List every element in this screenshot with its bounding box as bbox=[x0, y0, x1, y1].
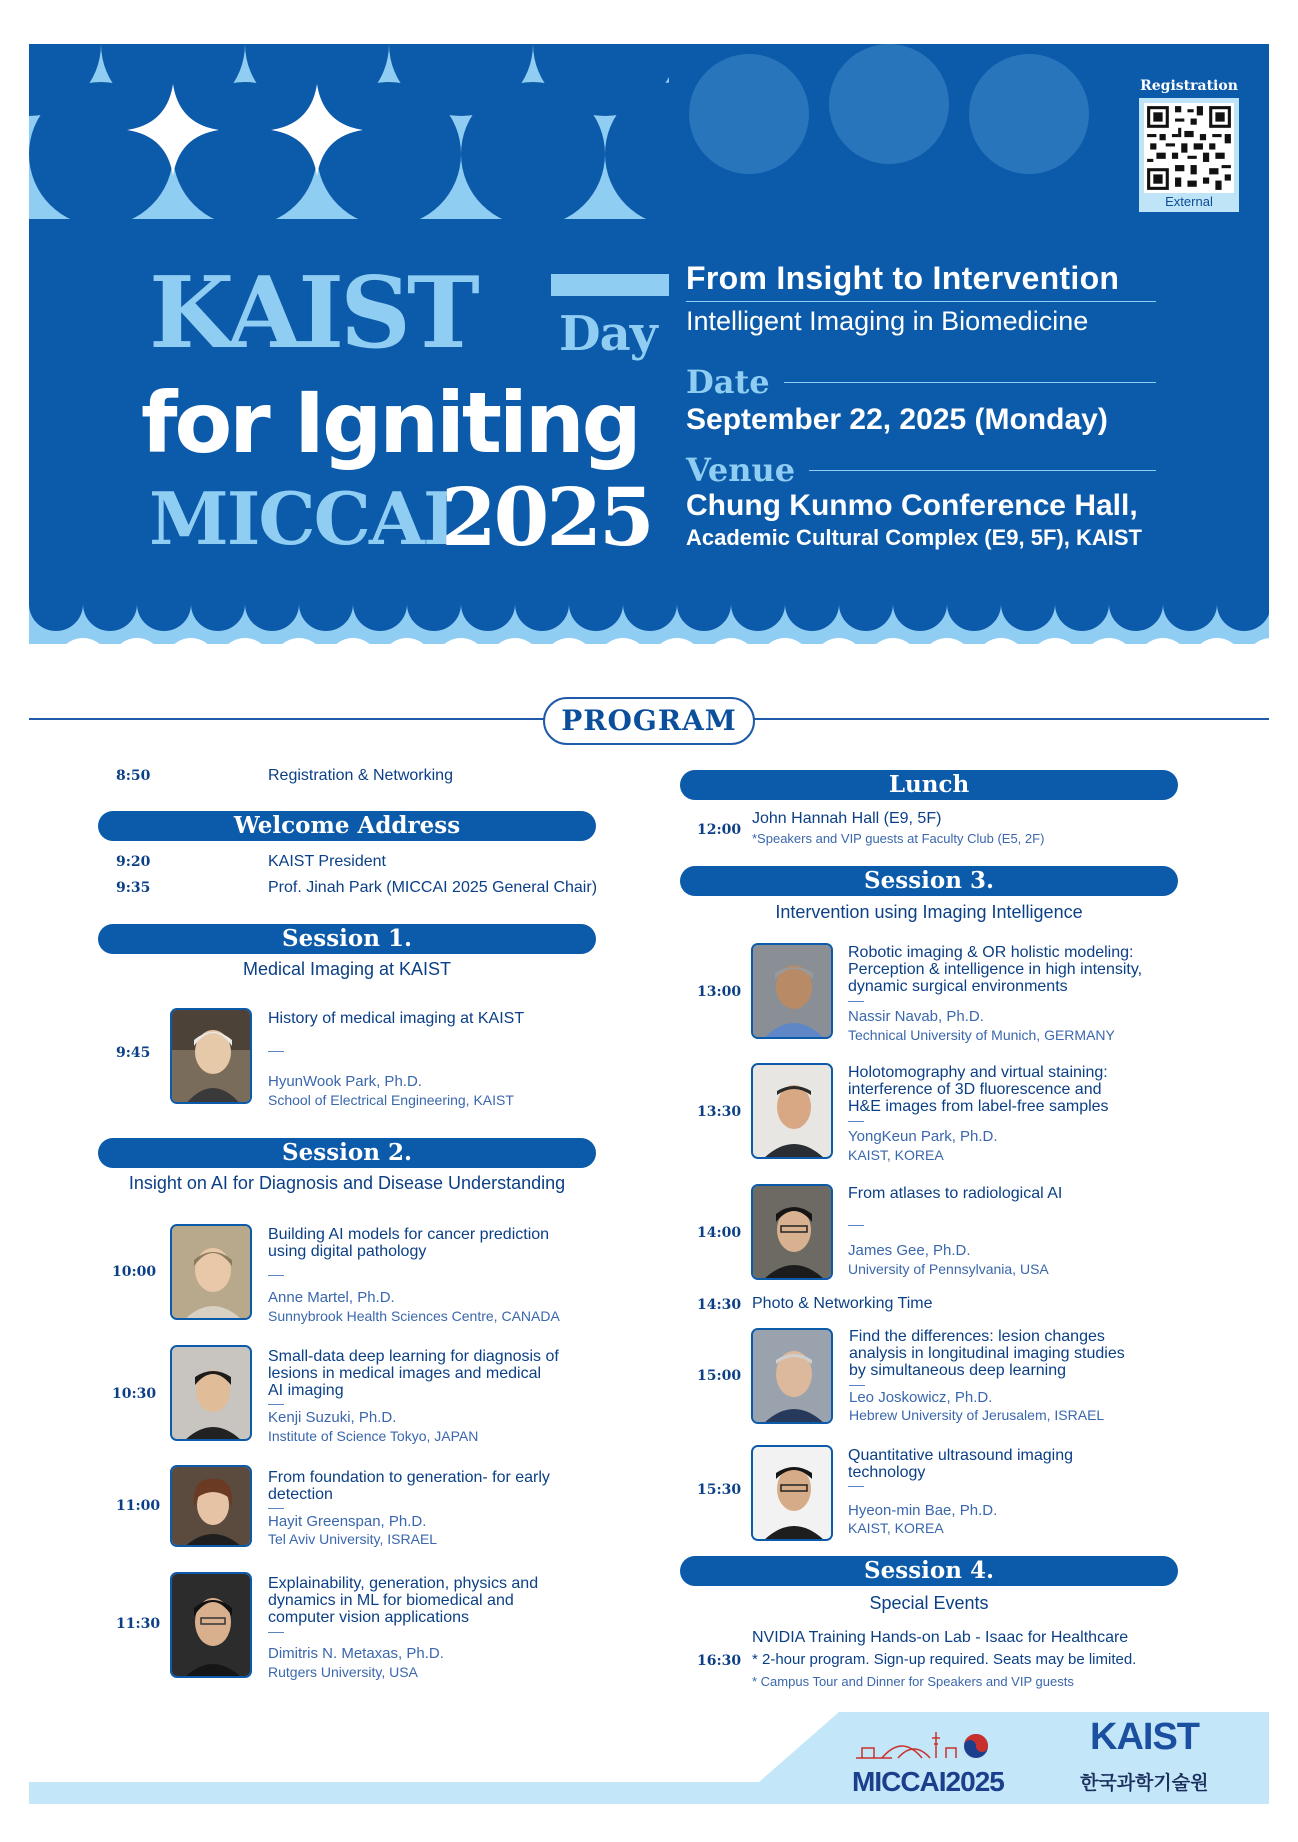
speaker-affiliation: Hebrew University of Jerusalem, ISRAEL bbox=[849, 1407, 1105, 1423]
miccai-skyline-icon bbox=[852, 1718, 1002, 1766]
time-label: 16:30 bbox=[697, 1653, 742, 1669]
time-label: 9:45 bbox=[116, 1045, 151, 1061]
session-4-event: NVIDIA Training Hands-on Lab - Isaac for Healthcare bbox=[752, 1629, 1129, 1646]
talk-title: computer vision applications bbox=[268, 1609, 469, 1626]
speaker-affiliation: Sunnybrook Health Sciences Centre, CANADA bbox=[268, 1308, 560, 1324]
speaker-name: Leo Joskowicz, Ph.D. bbox=[849, 1389, 993, 1406]
speaker-name: Nassir Navab, Ph.D. bbox=[848, 1008, 984, 1025]
speaker-photo-icon bbox=[753, 1330, 833, 1424]
talk-title: Building AI models for cancer prediction bbox=[268, 1226, 550, 1243]
talk-title: History of medical imaging at KAIST bbox=[268, 1010, 525, 1027]
venue-line-1: Chung Kunmo Conference Hall, bbox=[686, 489, 1138, 522]
speaker-photo-icon bbox=[172, 1010, 252, 1104]
dash bbox=[268, 1051, 284, 1052]
dash bbox=[268, 1508, 284, 1509]
subtitle-main: From Insight to Intervention bbox=[686, 260, 1120, 296]
lunch-note: *Speakers and VIP guests at Faculty Club (E5, 2F) bbox=[752, 831, 1045, 846]
time-label: 14:30 bbox=[697, 1297, 742, 1313]
speaker-photo bbox=[170, 1465, 252, 1547]
speaker-photo-icon bbox=[172, 1574, 252, 1678]
lunch-location: John Hannah Hall (E9, 5F) bbox=[752, 810, 942, 827]
miccai-logo bbox=[852, 1718, 1002, 1798]
speaker-photo-icon bbox=[753, 1447, 833, 1541]
registration-qr[interactable] bbox=[1119, 78, 1259, 212]
session-4-subtitle: Special Events bbox=[869, 1593, 989, 1613]
speaker-photo bbox=[170, 1008, 252, 1104]
qr-code-icon[interactable] bbox=[1144, 103, 1234, 193]
speaker-photo bbox=[751, 943, 833, 1039]
miccai-logo-text: MICCAI2025 bbox=[852, 1766, 1004, 1797]
dash bbox=[848, 1225, 864, 1226]
header-banner bbox=[29, 44, 1269, 684]
subtitle-rule bbox=[686, 301, 1156, 302]
talk-title: by simultaneous deep learning bbox=[849, 1362, 1067, 1379]
speaker-affiliation: KAIST, KOREA bbox=[848, 1147, 944, 1163]
speaker-photo bbox=[751, 1328, 833, 1424]
talk-title: Explainability, generation, physics and bbox=[268, 1575, 539, 1592]
welcome-address-header: Welcome Address bbox=[98, 811, 596, 841]
dash bbox=[848, 1121, 864, 1122]
talk-title: Small-data deep learning for diagnosis of bbox=[268, 1348, 559, 1365]
speaker-photo bbox=[751, 1063, 833, 1159]
date-label-row bbox=[686, 363, 1156, 401]
registration-text: Registration & Networking bbox=[268, 767, 453, 784]
lunch-header: Lunch bbox=[680, 770, 1178, 800]
title-kaist: KAIST bbox=[149, 256, 476, 371]
qr-title: Registration bbox=[1140, 78, 1238, 94]
speaker-photo-icon bbox=[753, 1065, 833, 1159]
time-label: 11:30 bbox=[116, 1616, 161, 1632]
speaker-affiliation: School of Electrical Engineering, KAIST bbox=[268, 1092, 514, 1108]
speaker-photo bbox=[170, 1345, 252, 1441]
dash bbox=[848, 1486, 864, 1487]
talk-title: technology bbox=[848, 1464, 926, 1481]
speaker-affiliation: Institute of Science Tokyo, JAPAN bbox=[268, 1428, 479, 1444]
speaker-photo-icon bbox=[172, 1347, 252, 1441]
time-label: 15:30 bbox=[697, 1482, 742, 1498]
talk-title: From atlases to radiological AI bbox=[848, 1185, 1063, 1202]
speaker-affiliation: KAIST, KOREA bbox=[848, 1520, 944, 1536]
welcome-item: Prof. Jinah Park (MICCAI 2025 General Chair) bbox=[268, 879, 598, 896]
qr-code-box[interactable] bbox=[1139, 98, 1239, 212]
title-day: Day bbox=[559, 306, 657, 362]
talk-title: Robotic imaging & OR holistic modeling: bbox=[848, 944, 1134, 961]
title-miccai: MICCAI bbox=[149, 476, 455, 561]
date-rule bbox=[784, 382, 1156, 383]
venue-label: Venue bbox=[686, 451, 796, 489]
talk-title: H&E images from label-free samples bbox=[848, 1098, 1109, 1115]
speaker-name: James Gee, Ph.D. bbox=[848, 1242, 971, 1259]
time-label: 9:20 bbox=[116, 854, 151, 870]
dash bbox=[268, 1275, 284, 1276]
talk-title: dynamic surgical environments bbox=[848, 978, 1068, 995]
speaker-photo-icon bbox=[172, 1467, 252, 1547]
speaker-affiliation: Technical University of Munich, GERMANY bbox=[848, 1027, 1115, 1043]
break-text: Photo & Networking Time bbox=[752, 1295, 933, 1312]
session-4-header: Session 4. bbox=[680, 1556, 1178, 1586]
talk-title: lesions in medical images and medical bbox=[268, 1365, 542, 1382]
dash bbox=[848, 1001, 864, 1002]
session-3-header: Session 3. bbox=[680, 866, 1178, 896]
kaist-logo: KAIST bbox=[1090, 1716, 1199, 1758]
time-label: 15:00 bbox=[697, 1368, 742, 1384]
qr-caption: External bbox=[1165, 194, 1213, 209]
speaker-photo-icon bbox=[753, 1186, 833, 1280]
speaker-name: Hyeon-min Bae, Ph.D. bbox=[848, 1502, 998, 1519]
title-igniting: for Igniting bbox=[141, 374, 639, 472]
date-label: Date bbox=[686, 363, 770, 401]
date-value: September 22, 2025 (Monday) bbox=[686, 403, 1108, 436]
dash bbox=[268, 1632, 284, 1633]
speaker-photo-icon bbox=[172, 1226, 252, 1320]
talk-title: using digital pathology bbox=[268, 1243, 427, 1260]
dash bbox=[849, 1385, 865, 1386]
title-day-bar bbox=[551, 274, 669, 296]
speaker-affiliation: Rutgers University, USA bbox=[268, 1664, 418, 1680]
welcome-item: KAIST President bbox=[268, 853, 386, 870]
subtitle-secondary: Intelligent Imaging in Biomedicine bbox=[686, 306, 1089, 336]
time-label: 10:00 bbox=[112, 1264, 157, 1280]
time-label: 12:00 bbox=[697, 822, 742, 838]
time-label: 11:00 bbox=[116, 1498, 161, 1514]
session-3-subtitle: Intervention using Imaging Intelligence bbox=[775, 902, 1083, 922]
speaker-affiliation: Tel Aviv University, ISRAEL bbox=[268, 1531, 438, 1547]
time-label: 13:00 bbox=[697, 984, 742, 1000]
speaker-name: Kenji Suzuki, Ph.D. bbox=[268, 1409, 397, 1426]
speaker-name: HyunWook Park, Ph.D. bbox=[268, 1073, 422, 1090]
speaker-photo bbox=[751, 1445, 833, 1541]
talk-title: analysis in longitudinal imaging studies bbox=[849, 1345, 1125, 1362]
time-label: 9:35 bbox=[116, 880, 151, 896]
talk-title: Quantitative ultrasound imaging bbox=[848, 1447, 1074, 1464]
session-2-header: Session 2. bbox=[98, 1138, 596, 1168]
program-heading: PROGRAM bbox=[543, 697, 755, 745]
talk-title: AI imaging bbox=[268, 1382, 344, 1399]
talk-title: From foundation to generation- for early bbox=[268, 1469, 550, 1486]
speaker-affiliation: University of Pennsylvania, USA bbox=[848, 1261, 1049, 1277]
speaker-photo bbox=[170, 1572, 252, 1678]
time-label: 8:50 bbox=[116, 768, 151, 784]
speaker-name: Dimitris N. Metaxas, Ph.D. bbox=[268, 1645, 444, 1662]
speaker-name: YongKeun Park, Ph.D. bbox=[848, 1128, 998, 1145]
session-2-subtitle: Insight on AI for Diagnosis and Disease Understanding bbox=[128, 1173, 566, 1193]
session-4-tour-note: * Campus Tour and Dinner for Speakers and VIP guests bbox=[752, 1674, 1074, 1689]
event-info bbox=[686, 260, 1156, 551]
session-1-header: Session 1. bbox=[98, 924, 596, 954]
time-label: 14:00 bbox=[697, 1225, 742, 1241]
venue-label-row bbox=[686, 451, 1156, 489]
talk-title: dynamics in ML for biomedical and bbox=[268, 1592, 514, 1609]
time-label: 13:30 bbox=[697, 1104, 742, 1120]
talk-title: interference of 3D fluorescence and bbox=[848, 1081, 1102, 1098]
dash bbox=[268, 1404, 284, 1405]
title-year: 2025 bbox=[441, 470, 652, 564]
speaker-name: Anne Martel, Ph.D. bbox=[268, 1289, 395, 1306]
venue-rule bbox=[809, 470, 1156, 471]
talk-title: Find the differences: lesion changes bbox=[849, 1328, 1105, 1345]
speaker-name: Hayit Greenspan, Ph.D. bbox=[268, 1513, 427, 1530]
talk-title: Holotomography and virtual staining: bbox=[848, 1064, 1108, 1081]
talk-title: Perception & intelligence in high intensity, bbox=[848, 961, 1143, 978]
speaker-photo bbox=[751, 1184, 833, 1280]
venue-line-2: Academic Cultural Complex (E9, 5F), KAIST bbox=[686, 525, 1142, 550]
kaist-korean-name: 한국과학기술원 bbox=[1080, 1773, 1209, 1794]
session-4-signup-note: * 2-hour program. Sign-up required. Seats may be limited. bbox=[752, 1651, 1137, 1668]
talk-title: detection bbox=[268, 1486, 333, 1503]
speaker-photo bbox=[170, 1224, 252, 1320]
time-label: 10:30 bbox=[112, 1386, 157, 1402]
speaker-photo-icon bbox=[753, 945, 833, 1039]
session-1-subtitle: Medical Imaging at KAIST bbox=[242, 959, 452, 979]
